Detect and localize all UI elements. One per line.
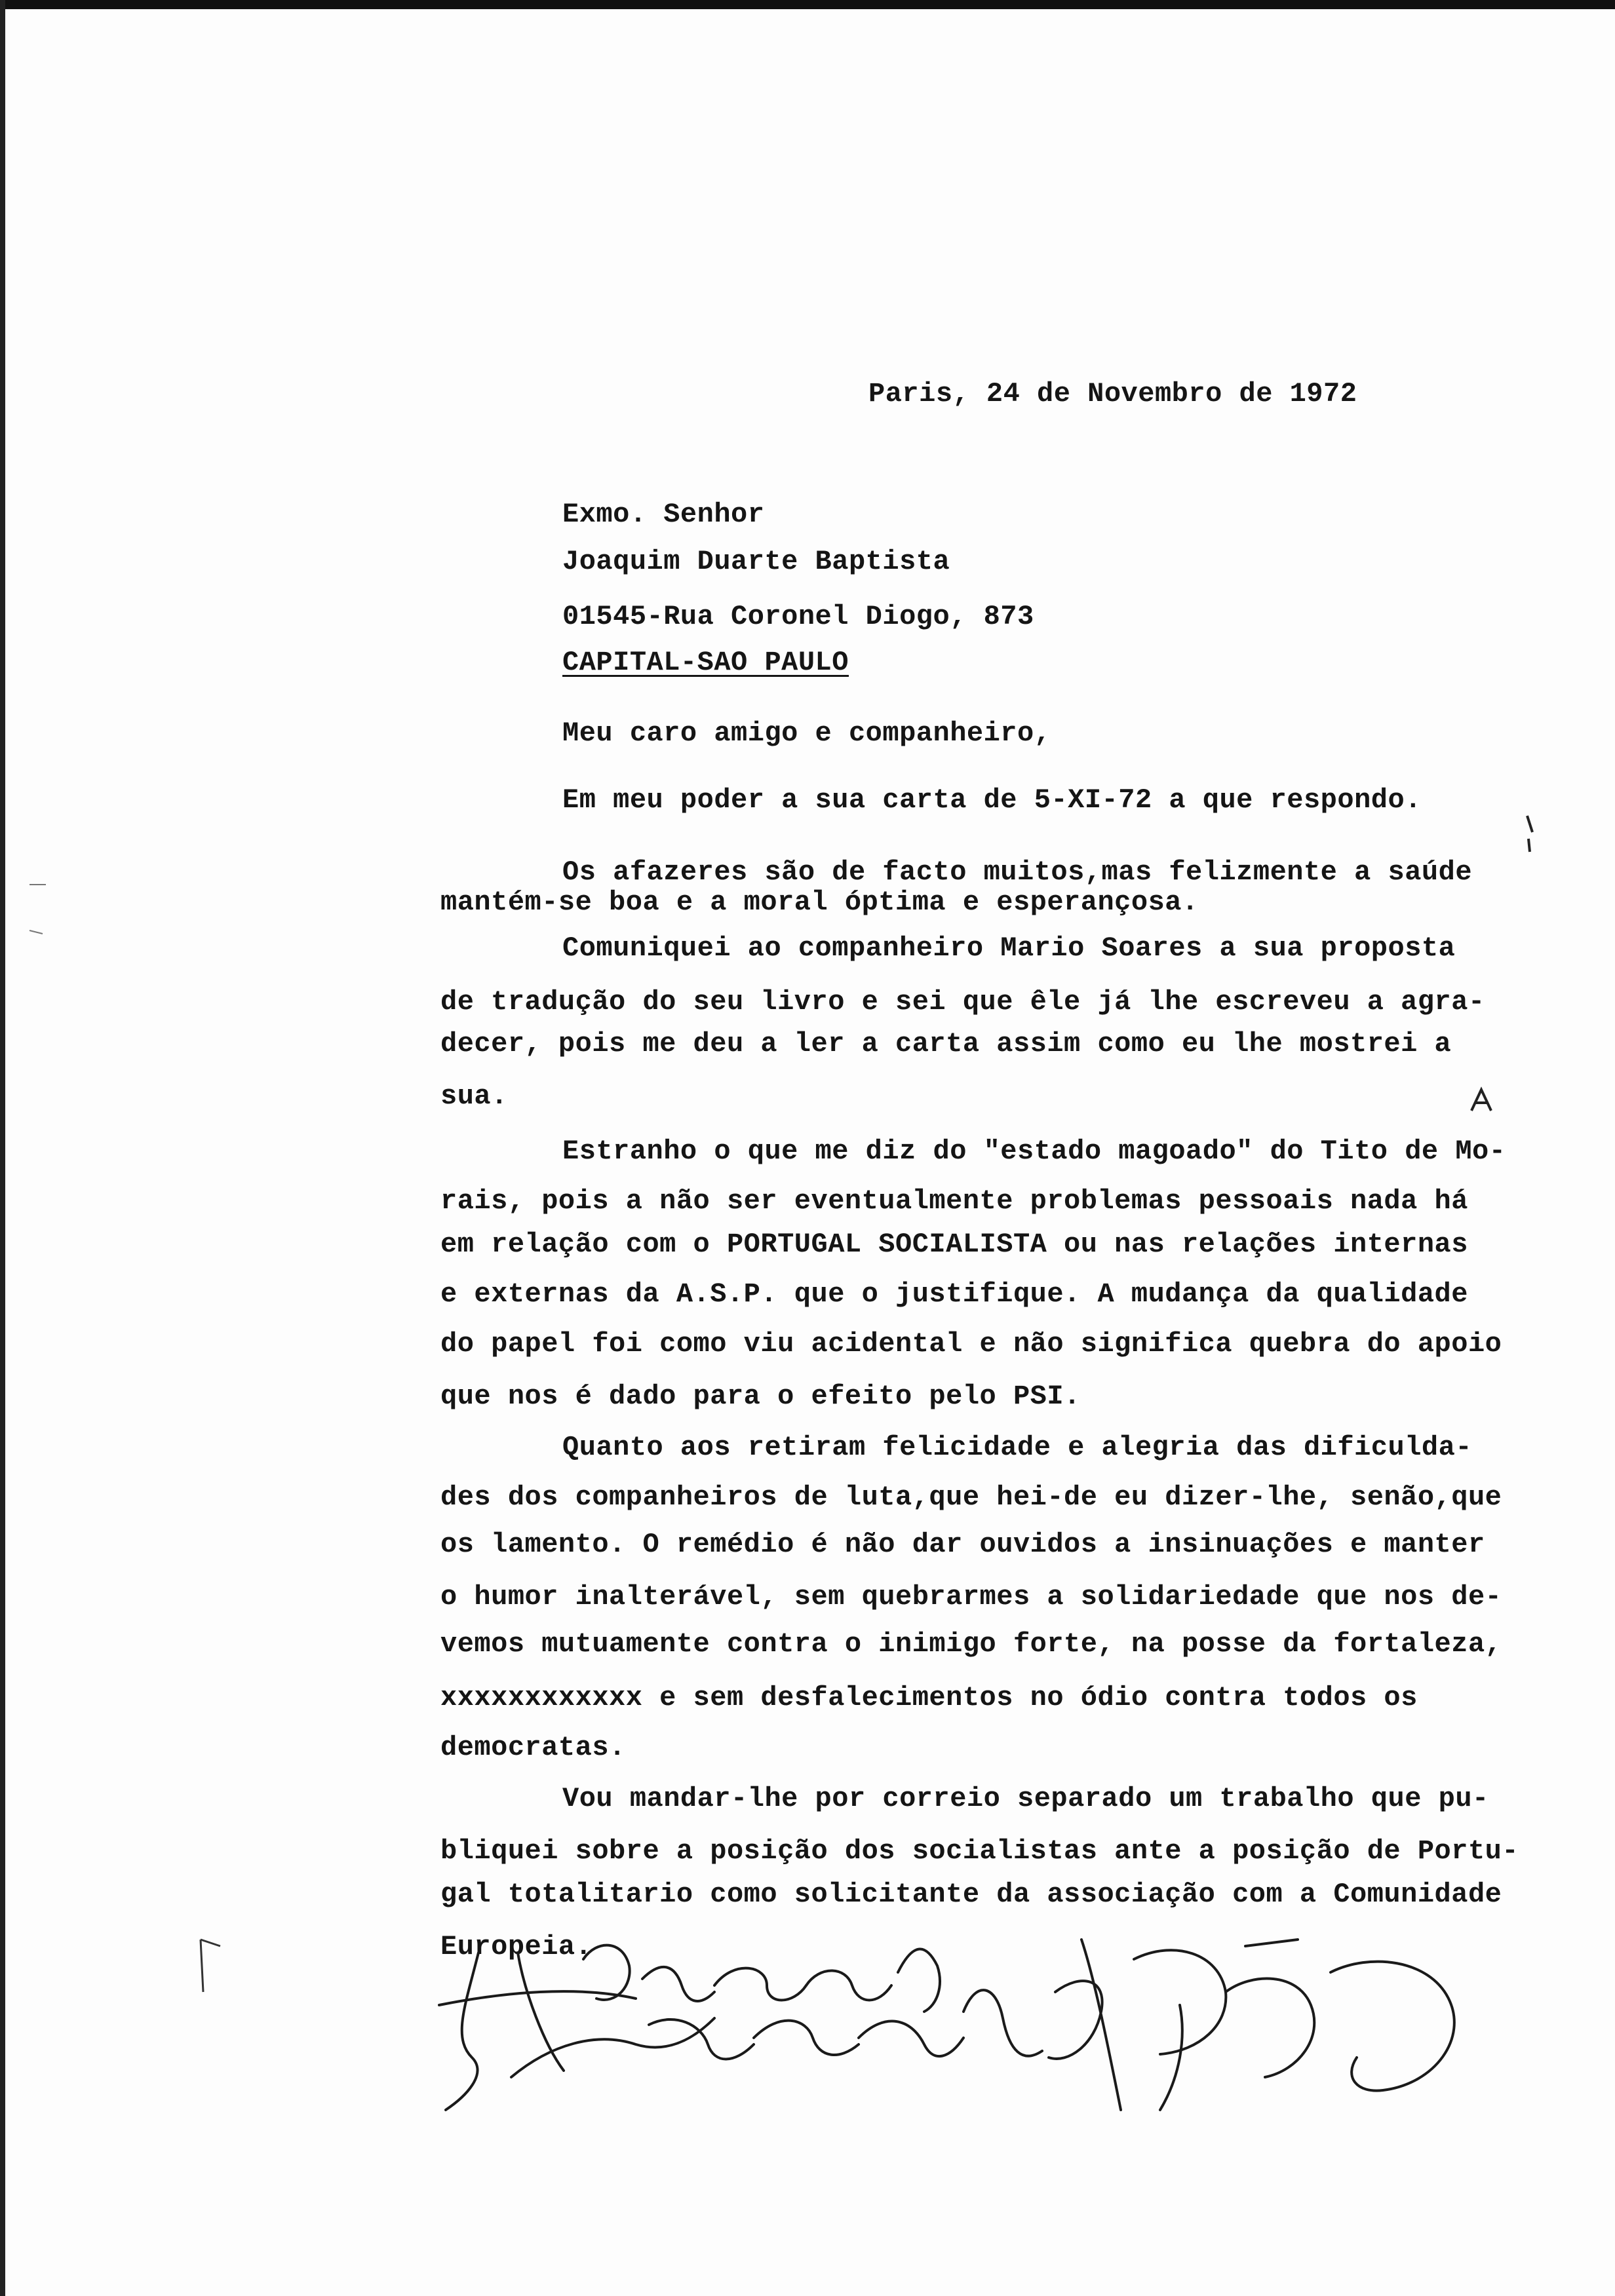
handwritten-signature	[426, 1913, 1540, 2149]
body-line: e externas da A.S.P. que o justifique. A mudança da qualidade	[440, 1278, 1468, 1310]
body-line: do papel foi como viu acidental e não significa quebra do apoio	[440, 1328, 1502, 1360]
scan-mark	[1465, 1084, 1498, 1117]
body-line: decer, pois me deu a ler a carta assim como eu lhe mostrei a	[440, 1028, 1452, 1060]
body-line: rais, pois a não ser eventualmente problemas pessoais nada há	[440, 1185, 1468, 1217]
body-line: Vou mandar-lhe por correio separado um trabalho que pu-	[562, 1783, 1489, 1814]
body-line: sua.	[440, 1081, 508, 1112]
scan-edge-left	[0, 0, 5, 2296]
recipient-city: CAPITAL-SAO PAULO	[562, 647, 849, 678]
date-line: Paris, 24 de Novembro de 1972	[868, 378, 1357, 410]
recipient-street: 01545-Rua Coronel Diogo, 873	[562, 601, 1034, 632]
body-line: vemos mutuamente contra o inimigo forte, na posse da fortaleza,	[440, 1628, 1502, 1660]
scan-mark	[26, 878, 52, 937]
body-line: mantém-se boa e a moral óptima e esperançosa.	[440, 887, 1199, 918]
body-line: os lamento. O remédio é não dar ouvidos a insinuações e manter	[440, 1529, 1485, 1560]
body-line: democratas.	[440, 1732, 626, 1763]
scan-mark	[1514, 813, 1547, 865]
greeting: Meu caro amigo e companheiro,	[562, 718, 1051, 749]
body-line: em relação com o PORTUGAL SOCIALISTA ou nas relações internas	[440, 1229, 1468, 1260]
body-line: gal totalitario como solicitante da associação com a Comunidade	[440, 1879, 1502, 1910]
body-line: Estranho o que me diz do "estado magoado" do Tito de Mo-	[562, 1136, 1506, 1167]
recipient-name: Joaquim Duarte Baptista	[562, 546, 950, 577]
body-line: de tradução do seu livro e sei que êle já lhe escreveu a agra-	[440, 986, 1485, 1018]
body-line: Comuniquei ao companheiro Mario Soares a sua proposta	[562, 932, 1456, 964]
scan-edge-top	[0, 0, 1615, 9]
body-line: Europeia.	[440, 1931, 593, 1962]
body-line: que nos é dado para o efeito pelo PSI.	[440, 1381, 1081, 1412]
body-line: Quanto aos retiram felicidade e alegria das dificulda-	[562, 1432, 1473, 1463]
body-line: o humor inalterável, sem quebrarmes a solidariedade que nos de-	[440, 1581, 1502, 1613]
body-line: Os afazeres são de facto muitos,mas felizmente a saúde	[562, 856, 1473, 888]
body-line: des dos companheiros de luta,que hei-de eu dizer-lhe, senão,que	[440, 1482, 1502, 1513]
scan-mark	[194, 1933, 233, 1999]
recipient-title: Exmo. Senhor	[562, 499, 765, 530]
body-line: bliquei sobre a posição dos socialistas ante a posição de Portu-	[440, 1835, 1519, 1867]
body-line: Em meu poder a sua carta de 5-XI-72 a que respondo.	[562, 784, 1422, 816]
body-line: xxxxxxxxxxxx e sem desfalecimentos no ódio contra todos os	[440, 1682, 1418, 1713]
